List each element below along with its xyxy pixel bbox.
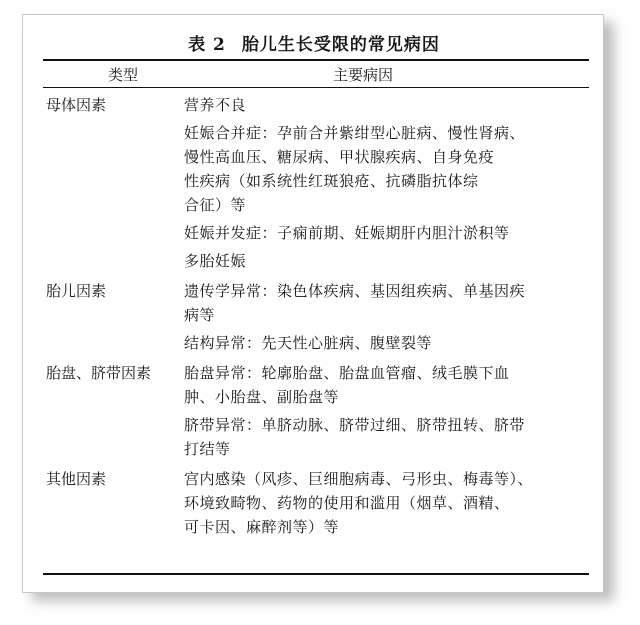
cause-entry	[184, 331, 579, 355]
cause-line: 可卡因、麻醉剂等）等	[184, 518, 340, 536]
cause-line: 打结等	[184, 440, 231, 458]
table-card	[22, 14, 604, 593]
cause-entry	[184, 249, 579, 273]
cause-entry	[184, 279, 579, 327]
table-title: 胎儿生长受限的常见病因	[241, 35, 440, 55]
cause-entry	[184, 221, 579, 245]
cause-line: 肿、小胎盘、副胎盘等	[184, 388, 340, 406]
cause-line: 慢性高血压、糖尿病、甲状腺疾病、自身免疫	[184, 148, 495, 166]
cause-line: 脐带异常：单脐动脉、脐带过细、脐带扭转、脐带	[184, 416, 526, 434]
cause-line: 营养不良	[184, 96, 247, 114]
cause-line: 宫内感染（风疹、巨细胞病毒、弓形虫、梅毒等）、	[184, 470, 534, 488]
bottom-rule	[43, 573, 589, 575]
header-rule	[43, 87, 589, 88]
cause-entry	[184, 361, 579, 409]
row-type-label: 胎盘、脐带因素	[46, 364, 152, 382]
cause-entry	[184, 413, 579, 461]
cause-line: 多胎妊娠	[184, 252, 247, 270]
table-caption	[23, 30, 605, 55]
top-rule	[43, 59, 589, 61]
cause-line: 合征）等	[184, 196, 247, 214]
cause-line: 妊娠合并症：孕前合并紫绀型心脏病、慢性肾病、	[184, 124, 526, 142]
row-type-label: 母体因素	[46, 96, 107, 114]
cause-line: 妊娠并发症：子痫前期、妊娠期肝内胆汁淤积等	[184, 224, 510, 242]
row-type-label: 其他因素	[46, 470, 107, 488]
cause-line: 胎盘异常：轮廓胎盘、胎盘血管瘤、绒毛膜下血	[184, 364, 510, 382]
cause-entry	[184, 121, 579, 217]
cause-line: 遗传学异常：染色体疾病、基因组疾病、单基因疾	[184, 282, 526, 300]
cause-line: 环境致畸物、药物的使用和滥用（烟草、酒精、	[184, 494, 510, 512]
header-type: 类型	[107, 66, 138, 84]
cause-entry	[184, 93, 579, 117]
row-type-label: 胎儿因素	[46, 282, 107, 300]
cause-line: 病等	[184, 306, 216, 324]
table-number: 表 2	[188, 35, 226, 55]
cause-entry	[184, 467, 579, 539]
cause-line: 结构异常：先天性心脏病、腹壁裂等	[184, 334, 433, 352]
header-cause: 主要病因	[332, 66, 393, 84]
cause-line: 性疾病（如系统性红斑狼疮、抗磷脂抗体综	[184, 172, 479, 190]
